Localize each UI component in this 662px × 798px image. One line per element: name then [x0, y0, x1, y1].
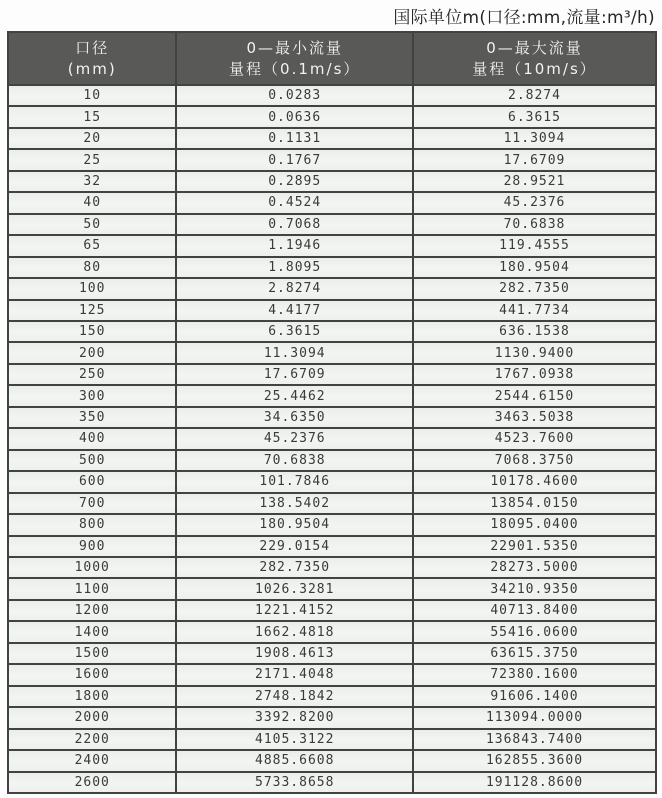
diameter-cell: 1000: [8, 557, 176, 578]
max-flow-cell: 70.6838: [413, 214, 656, 235]
diameter-cell: 350: [8, 407, 176, 428]
table-row: [8, 643, 656, 664]
diameter-cell: 600: [8, 471, 176, 492]
diameter-cell: 50: [8, 214, 176, 235]
table-row: [8, 536, 656, 557]
min-flow-cell: 45.2376: [176, 428, 413, 449]
diameter-cell: 10: [8, 85, 176, 106]
min-flow-cell: 1662.4818: [176, 621, 413, 642]
max-flow-cell: 40713.8400: [413, 600, 656, 621]
table-row: [8, 686, 656, 707]
diameter-cell: 1200: [8, 600, 176, 621]
min-flow-cell: 101.7846: [176, 471, 413, 492]
diameter-cell: 1500: [8, 643, 176, 664]
min-flow-cell: 0.2895: [176, 171, 413, 192]
max-flow-cell: 441.7734: [413, 300, 656, 321]
min-flow-cell: 25.4462: [176, 385, 413, 406]
diameter-cell: 40: [8, 192, 176, 213]
diameter-cell: 1800: [8, 686, 176, 707]
diameter-cell: 1600: [8, 664, 176, 685]
diameter-cell: 150: [8, 321, 176, 342]
table-row: [8, 106, 656, 127]
diameter-cell: 300: [8, 385, 176, 406]
min-flow-cell: 1.1946: [176, 235, 413, 256]
max-flow-cell: 6.3615: [413, 106, 656, 127]
max-flow-cell: 13854.0150: [413, 493, 656, 514]
min-flow-cell: 0.1131: [176, 128, 413, 149]
header-row: [8, 32, 656, 85]
table-row: [8, 450, 656, 471]
min-flow-cell: 1.8095: [176, 257, 413, 278]
table-row: [8, 85, 656, 106]
max-flow-cell: 136843.7400: [413, 729, 656, 750]
table-row: [8, 600, 656, 621]
table-row: [8, 128, 656, 149]
diameter-cell: 500: [8, 450, 176, 471]
max-flow-cell: 63615.3750: [413, 643, 656, 664]
min-flow-cell: 2171.4048: [176, 664, 413, 685]
min-flow-cell: 138.5402: [176, 493, 413, 514]
diameter-cell: 100: [8, 278, 176, 299]
header-diameter-line2: (mm): [67, 59, 117, 78]
max-flow-cell: 191128.8600: [413, 772, 656, 794]
table-row: [8, 171, 656, 192]
table-row: [8, 385, 656, 406]
diameter-cell: 15: [8, 106, 176, 127]
diameter-cell: 800: [8, 514, 176, 535]
table-row: [8, 621, 656, 642]
page-title: 国际单位m(口径:mm,流量:m³/h): [393, 8, 655, 28]
min-flow-cell: 5733.8658: [176, 772, 413, 794]
min-flow-cell: 6.3615: [176, 321, 413, 342]
min-flow-cell: 0.0636: [176, 106, 413, 127]
min-flow-cell: 0.1767: [176, 149, 413, 170]
max-flow-cell: 180.9504: [413, 257, 656, 278]
diameter-cell: 32: [8, 171, 176, 192]
table-body: [8, 85, 656, 793]
table-row: [8, 278, 656, 299]
header-max-flow-line1: 0—最大流量: [486, 39, 583, 58]
min-flow-cell: 3392.8200: [176, 707, 413, 728]
diameter-cell: 25: [8, 149, 176, 170]
min-flow-cell: 0.0283: [176, 85, 413, 106]
min-flow-cell: 70.6838: [176, 450, 413, 471]
flow-range-table: [7, 31, 657, 794]
max-flow-cell: 28.9521: [413, 171, 656, 192]
table-header: [8, 32, 656, 85]
min-flow-cell: 1908.4613: [176, 643, 413, 664]
max-flow-cell: 22901.5350: [413, 536, 656, 557]
max-flow-cell: 119.4555: [413, 235, 656, 256]
max-flow-cell: 636.1538: [413, 321, 656, 342]
max-flow-cell: 91606.1400: [413, 686, 656, 707]
max-flow-cell: 34210.9350: [413, 578, 656, 599]
table-row: [8, 493, 656, 514]
max-flow-cell: 17.6709: [413, 149, 656, 170]
diameter-cell: 2600: [8, 772, 176, 794]
max-flow-cell: 2544.6150: [413, 385, 656, 406]
diameter-cell: 400: [8, 428, 176, 449]
table-row: [8, 578, 656, 599]
max-flow-cell: 18095.0400: [413, 514, 656, 535]
min-flow-cell: 11.3094: [176, 342, 413, 363]
diameter-cell: 700: [8, 493, 176, 514]
header-min-flow: [176, 32, 413, 85]
min-flow-cell: 2.8274: [176, 278, 413, 299]
max-flow-cell: 1767.0938: [413, 364, 656, 385]
max-flow-cell: 282.7350: [413, 278, 656, 299]
table-row: [8, 364, 656, 385]
diameter-cell: 80: [8, 257, 176, 278]
min-flow-cell: 34.6350: [176, 407, 413, 428]
max-flow-cell: 7068.3750: [413, 450, 656, 471]
table-row: [8, 750, 656, 771]
table-row: [8, 235, 656, 256]
table-row: [8, 729, 656, 750]
diameter-cell: 65: [8, 235, 176, 256]
max-flow-cell: 55416.0600: [413, 621, 656, 642]
diameter-cell: 2000: [8, 707, 176, 728]
min-flow-cell: 4885.6608: [176, 750, 413, 771]
diameter-cell: 900: [8, 536, 176, 557]
table-row: [8, 342, 656, 363]
min-flow-cell: 180.9504: [176, 514, 413, 535]
table-row: [8, 257, 656, 278]
max-flow-cell: 28273.5000: [413, 557, 656, 578]
table-row: [8, 471, 656, 492]
min-flow-cell: 1221.4152: [176, 600, 413, 621]
diameter-cell: 125: [8, 300, 176, 321]
title-bar: [0, 0, 662, 31]
table-row: [8, 514, 656, 535]
min-flow-cell: 2748.1842: [176, 686, 413, 707]
min-flow-cell: 1026.3281: [176, 578, 413, 599]
diameter-cell: 200: [8, 342, 176, 363]
table-row: [8, 664, 656, 685]
table-row: [8, 557, 656, 578]
diameter-cell: 1100: [8, 578, 176, 599]
min-flow-cell: 4.4177: [176, 300, 413, 321]
max-flow-cell: 3463.5038: [413, 407, 656, 428]
min-flow-cell: 0.7068: [176, 214, 413, 235]
max-flow-cell: 4523.7600: [413, 428, 656, 449]
table-row: [8, 149, 656, 170]
table-row: [8, 300, 656, 321]
min-flow-cell: 0.4524: [176, 192, 413, 213]
table-row: [8, 707, 656, 728]
header-max-flow: [413, 32, 656, 85]
max-flow-cell: 162855.3600: [413, 750, 656, 771]
diameter-cell: 2400: [8, 750, 176, 771]
table-row: [8, 192, 656, 213]
min-flow-cell: 17.6709: [176, 364, 413, 385]
header-diameter-line1: 口径: [75, 39, 110, 58]
min-flow-cell: 4105.3122: [176, 729, 413, 750]
header-min-flow-line2: 量程（0.1m/s）: [229, 59, 361, 78]
header-min-flow-line1: 0—最小流量: [246, 39, 343, 58]
header-diameter: [8, 32, 176, 85]
table-row: [8, 428, 656, 449]
table-row: [8, 214, 656, 235]
header-max-flow-line2: 量程（10m/s）: [472, 59, 597, 78]
max-flow-cell: 113094.0000: [413, 707, 656, 728]
max-flow-cell: 45.2376: [413, 192, 656, 213]
max-flow-cell: 1130.9400: [413, 342, 656, 363]
table-row: [8, 407, 656, 428]
max-flow-cell: 10178.4600: [413, 471, 656, 492]
diameter-cell: 1400: [8, 621, 176, 642]
table-row: [8, 321, 656, 342]
max-flow-cell: 11.3094: [413, 128, 656, 149]
diameter-cell: 2200: [8, 729, 176, 750]
diameter-cell: 20: [8, 128, 176, 149]
max-flow-cell: 2.8274: [413, 85, 656, 106]
min-flow-cell: 282.7350: [176, 557, 413, 578]
min-flow-cell: 229.0154: [176, 536, 413, 557]
max-flow-cell: 72380.1600: [413, 664, 656, 685]
diameter-cell: 250: [8, 364, 176, 385]
table-row: [8, 772, 656, 794]
